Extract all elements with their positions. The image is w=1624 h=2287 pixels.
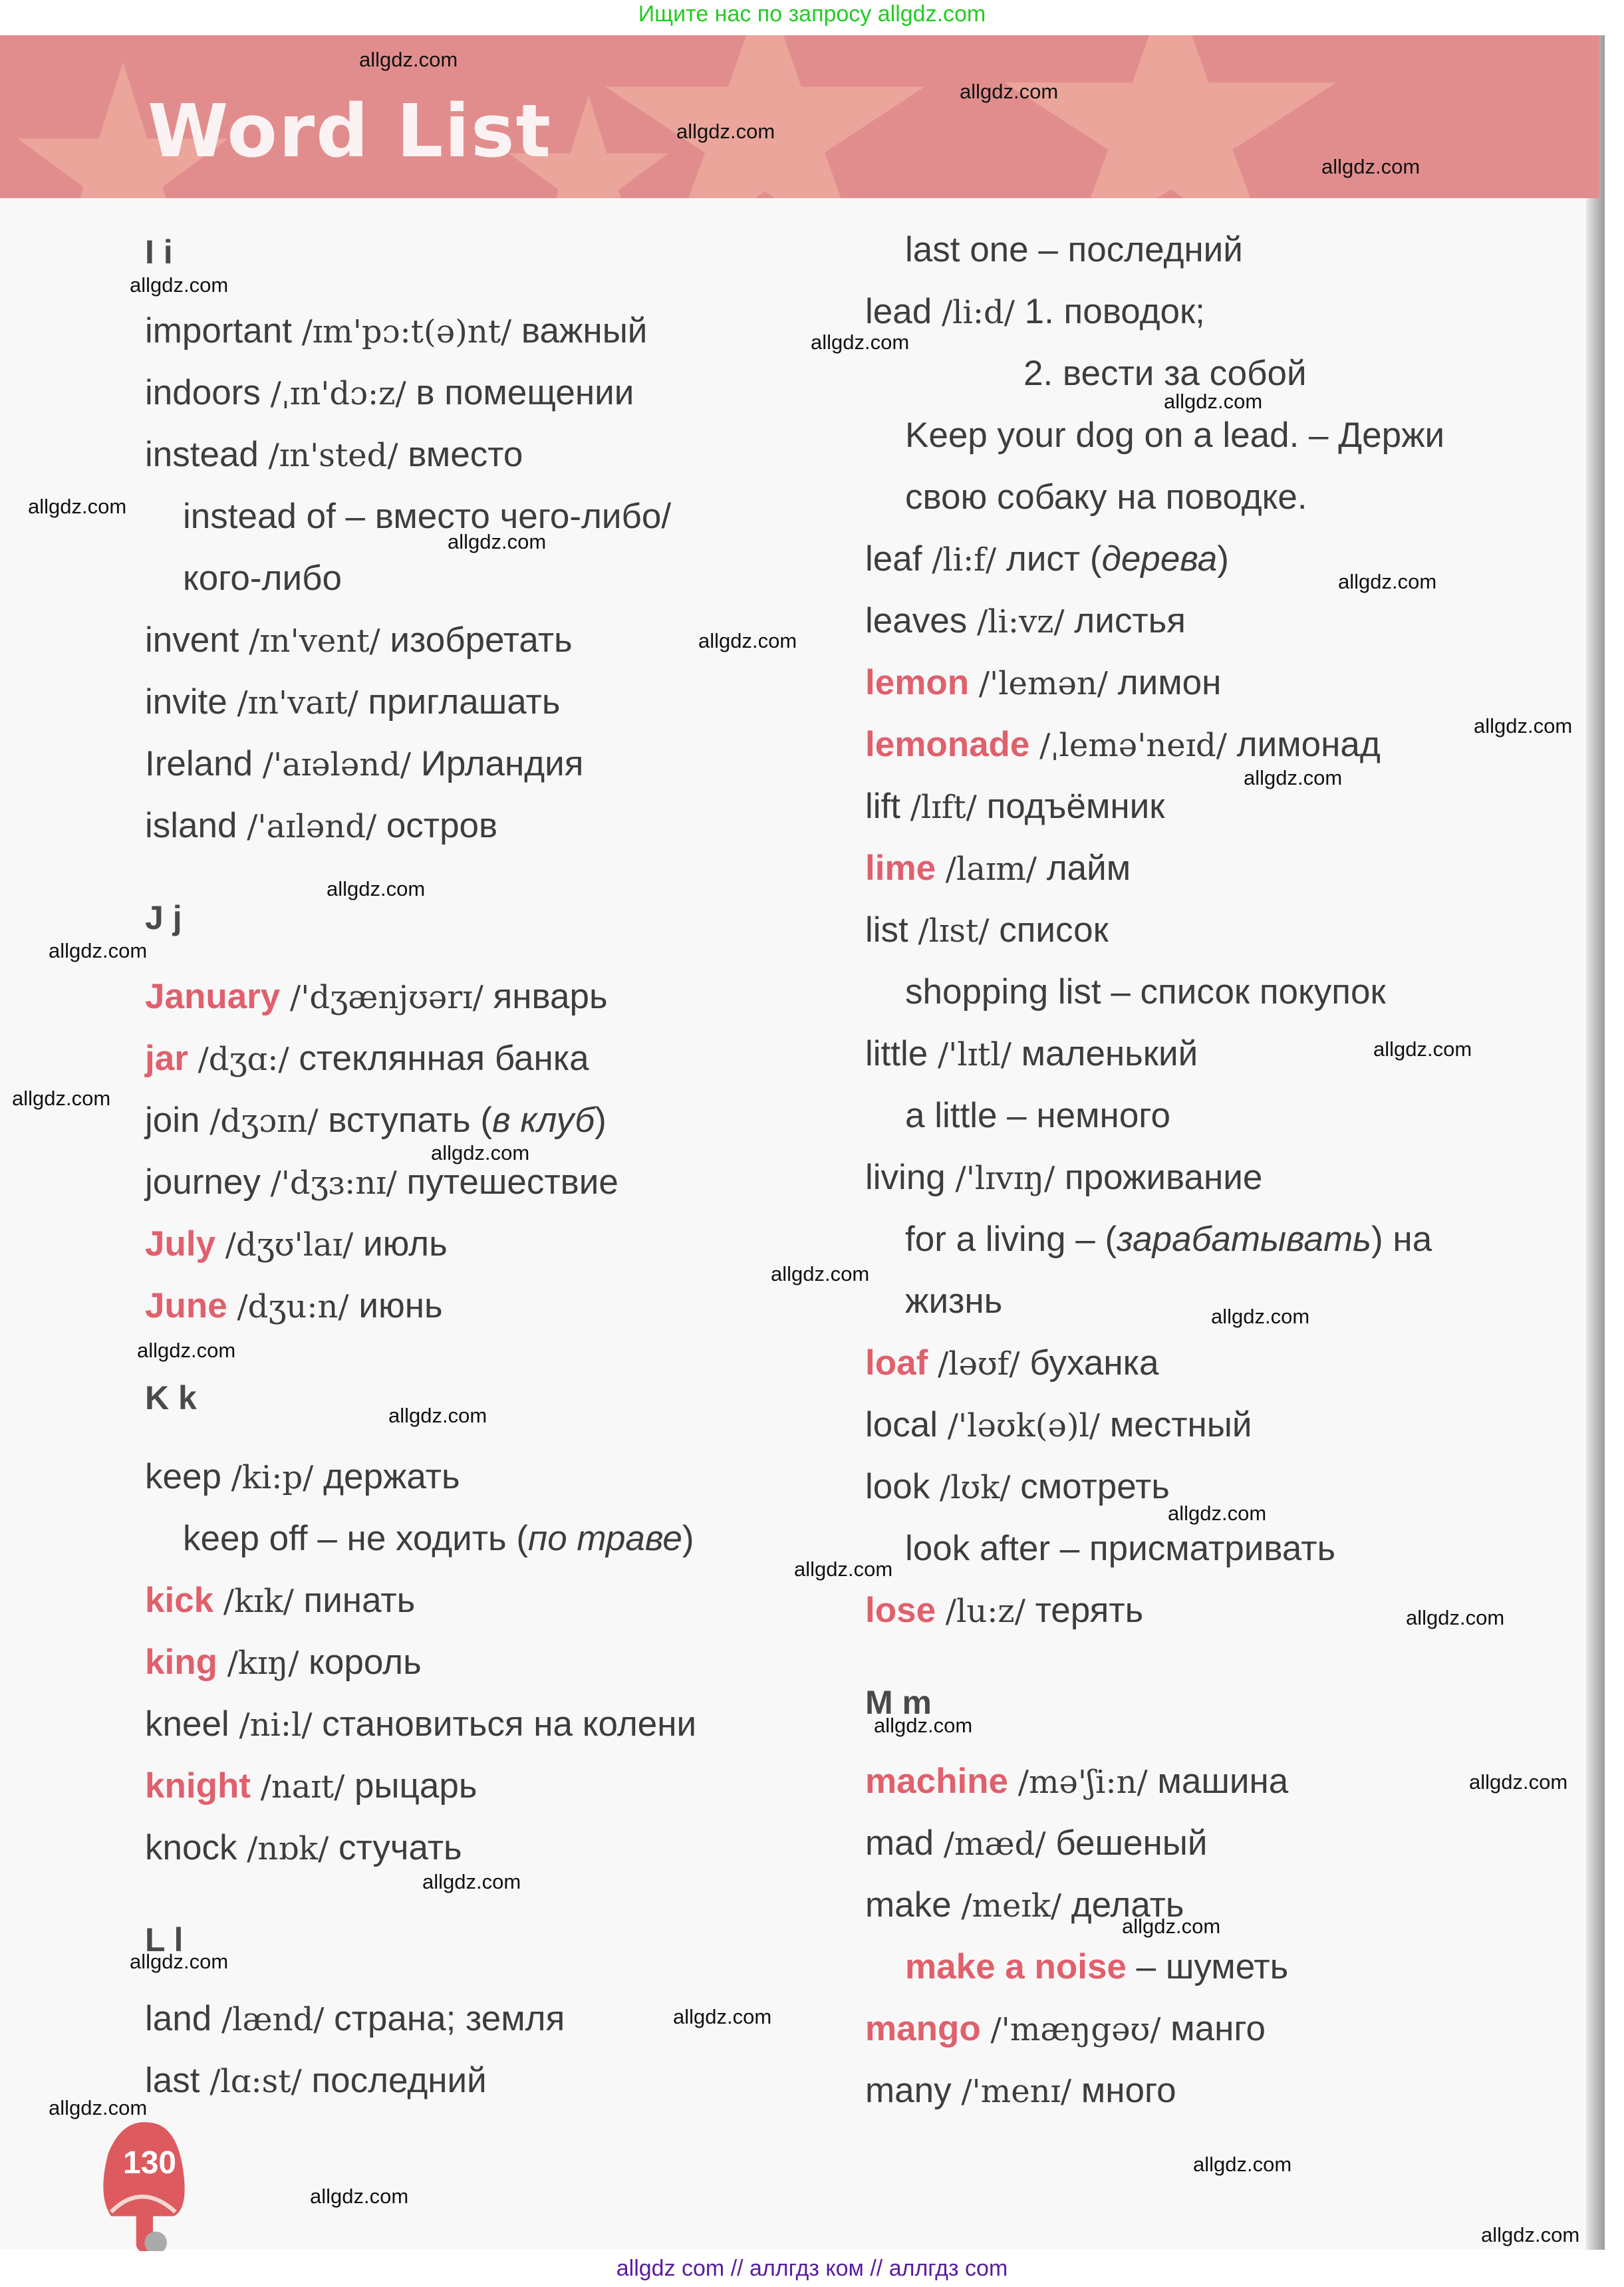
headword-highlight: knight	[145, 1766, 251, 1806]
transcription: /ˌlemə'neɪd/	[1039, 727, 1227, 764]
entry-text: for a living – (	[905, 1220, 1117, 1259]
watermark: allgdz.com	[130, 1950, 229, 1973]
watermark: allgdz.com	[448, 530, 547, 553]
entry-text: join	[145, 1101, 210, 1140]
entry-text: list	[865, 910, 918, 950]
watermark: allgdz.com	[811, 331, 910, 354]
transcription: /'lɪtl/	[937, 1036, 1012, 1073]
entry-text: lead	[865, 292, 942, 331]
entry-text: остров	[376, 806, 498, 845]
word-entry	[145, 1763, 477, 1810]
transcription: /dʒɔɪn/	[209, 1103, 319, 1140]
entry-text: look after – присматривать	[905, 1529, 1336, 1568]
transcription: /naɪt/	[260, 1768, 345, 1806]
entry-text: жизнь	[905, 1281, 1003, 1321]
entry-text	[227, 1286, 237, 1325]
transcription: /'dʒɜ:nɪ/	[270, 1164, 397, 1202]
entry-text: январь	[483, 977, 608, 1016]
entry-text	[969, 663, 979, 702]
entry-text: вступать (	[318, 1101, 492, 1140]
transcription: /ləʊf/	[937, 1345, 1020, 1383]
word-entry	[145, 1159, 618, 1206]
transcription: /lʊk/	[939, 1469, 1011, 1506]
entry-text	[936, 1591, 946, 1630]
word-entry	[865, 536, 1229, 583]
transcription: /ɪn'sted/	[268, 437, 398, 474]
transcription: /lu:z/	[945, 1593, 1025, 1630]
transcription: /dʒʊ'laɪ/	[225, 1226, 354, 1264]
headword-highlight: lose	[865, 1591, 936, 1630]
transcription: /dʒɑ:/	[198, 1041, 289, 1078]
word-entry	[865, 1402, 1252, 1449]
entry-text: путешествие	[396, 1162, 618, 1202]
watermark: allgdz.com	[49, 939, 148, 962]
word-entry	[865, 1154, 1262, 1202]
watermark: allgdz.com	[673, 2005, 772, 2028]
word-entry	[865, 660, 1221, 707]
entry-text: leaves	[865, 601, 977, 640]
word-entry	[145, 432, 523, 479]
word-entry	[145, 1283, 443, 1330]
word-entry	[145, 1825, 462, 1872]
transcription: /mə'ʃi:n/	[1017, 1764, 1148, 1801]
word-entry-continuation	[905, 969, 1386, 1015]
watermark: allgdz.com	[1211, 1305, 1310, 1328]
word-entry	[145, 370, 634, 417]
watermark: allgdz.com	[676, 120, 775, 143]
word-entry-continuation	[183, 1516, 694, 1562]
watermark: allgdz.com	[1193, 2153, 1292, 2176]
transcription: /li:vz/	[976, 603, 1065, 640]
entry-text: kneel	[145, 1704, 239, 1744]
star-decoration-icon	[599, 35, 931, 198]
entry-text: leaf	[865, 539, 932, 579]
word-entry-continuation	[905, 227, 1243, 273]
transcription: /laɪm/	[945, 851, 1037, 888]
word-entry	[145, 974, 608, 1021]
watermark: allgdz.com	[422, 1870, 521, 1893]
entry-text: 2. вести за собой	[1023, 354, 1307, 393]
entry-text: пинать	[293, 1581, 416, 1620]
transcription: /li:f/	[932, 541, 997, 579]
entry-text: island	[145, 806, 247, 845]
entry-text: keep off – не ходить (	[183, 1519, 529, 1558]
transcription: /lɪst/	[918, 912, 990, 950]
entry-text: смотреть	[1010, 1467, 1170, 1506]
watermark: allgdz.com	[960, 80, 1059, 103]
entry-text	[981, 2009, 991, 2048]
transcription: /ɪm'pɔ:t(ə)nt/	[301, 313, 512, 350]
entry-text: knock	[145, 1828, 247, 1867]
transcription: /nɒk/	[247, 1830, 329, 1867]
word-entry	[145, 679, 560, 726]
transcription: /mæd/	[943, 1825, 1046, 1863]
entry-text	[215, 1224, 225, 1264]
transcription: /kɪk/	[223, 1583, 294, 1620]
watermark: allgdz.com	[388, 1404, 487, 1427]
watermark: allgdz.com	[1373, 1037, 1472, 1061]
word-entry	[145, 1577, 415, 1625]
entry-text: список	[989, 910, 1109, 950]
entry-text: терять	[1025, 1591, 1144, 1630]
transcription: /ˌɪn'dɔ:z/	[270, 375, 406, 412]
transcription: /kɪŋ/	[227, 1645, 299, 1682]
star-decoration-icon	[998, 35, 1343, 198]
entry-text: июнь	[348, 1286, 443, 1325]
word-entry	[145, 1221, 448, 1268]
entry-text: делать	[1061, 1885, 1184, 1925]
watermark: allgdz.com	[1168, 1502, 1267, 1525]
word-entry-continuation	[905, 412, 1444, 459]
entry-text: рыцарь	[344, 1766, 477, 1806]
entry-text: invite	[145, 682, 237, 722]
headword-highlight: machine	[865, 1762, 1009, 1801]
entry-text: кого-либо	[183, 559, 342, 598]
page-title: Word List	[148, 88, 553, 174]
watermark: allgdz.com	[1244, 766, 1343, 789]
headword-highlight: king	[145, 1643, 217, 1682]
transcription: /ni:l/	[239, 1706, 313, 1744]
entry-text: a little – немного	[905, 1096, 1170, 1135]
entry-text: many	[865, 2071, 962, 2110]
headword-highlight: June	[145, 1286, 227, 1325]
letter-header: M m	[865, 1684, 932, 1721]
watermark: allgdz.com	[1481, 2223, 1580, 2246]
entry-text: стучать	[329, 1828, 462, 1867]
transcription: /lɑ:st/	[209, 2063, 302, 2100]
watermark: allgdz.com	[1469, 1770, 1568, 1794]
word-entry-continuation	[905, 1093, 1170, 1139]
watermark: allgdz.com	[1164, 390, 1263, 413]
headword-highlight: jar	[145, 1039, 188, 1078]
word-entry	[865, 1340, 1159, 1387]
entry-text: – шуметь	[1126, 1947, 1289, 1986]
word-entry-continuation	[905, 1944, 1288, 1990]
transcription: /'aɪlənd/	[247, 808, 377, 845]
entry-text	[213, 1581, 223, 1620]
entry-text: стеклянная банка	[289, 1039, 589, 1078]
transcription: /meɪk/	[961, 1887, 1062, 1925]
word-entry-continuation	[905, 1278, 1002, 1325]
note-italic: по траве	[528, 1519, 682, 1558]
entry-text: )	[682, 1519, 694, 1558]
entry-text: страна; земля	[324, 1999, 565, 2038]
entry-text: июль	[353, 1224, 448, 1264]
transcription: /ki:p/	[231, 1459, 314, 1496]
transcription: /'menɪ/	[961, 2073, 1072, 2110]
watermark: allgdz.com	[1338, 570, 1437, 593]
watermark: allgdz.com	[359, 48, 458, 71]
word-entry	[865, 845, 1131, 892]
headword-highlight: kick	[145, 1581, 214, 1620]
word-entry-continuation	[905, 1216, 1432, 1263]
entry-text: держать	[313, 1457, 460, 1496]
entry-text: local	[865, 1405, 948, 1444]
word-entry-continuation	[905, 1526, 1335, 1572]
word-entry	[145, 1035, 589, 1083]
entry-text: буханка	[1019, 1343, 1159, 1383]
word-entry-continuation	[183, 555, 342, 602]
transcription: /dʒu:n/	[237, 1288, 349, 1325]
transcription: /li:d/	[941, 294, 1015, 331]
entry-text: лимон	[1107, 663, 1222, 702]
word-entry	[865, 598, 1186, 645]
entry-text: )	[595, 1101, 607, 1140]
entry-text: становиться на колени	[312, 1704, 697, 1744]
entry-text: last	[145, 2061, 210, 2100]
headword-highlight: lime	[865, 849, 936, 888]
entry-text: ) на	[1371, 1220, 1432, 1259]
word-entry	[865, 907, 1109, 954]
watermark: allgdz.com	[771, 1262, 870, 1285]
transcription: /'dʒænjʊərɪ/	[290, 979, 483, 1016]
entry-text: король	[299, 1643, 422, 1682]
watermark: allgdz.com	[310, 2185, 409, 2208]
letter-header: J j	[145, 899, 182, 936]
watermark: allgdz.com	[137, 1339, 236, 1362]
entry-text: )	[1217, 539, 1229, 579]
word-entry	[865, 1820, 1207, 1867]
entry-text: лимонад	[1226, 725, 1381, 764]
watermark: allgdz.com	[431, 1141, 530, 1164]
watermark: allgdz.com	[28, 495, 127, 518]
entry-text: lift	[865, 787, 910, 826]
entry-text: подъёмник	[976, 787, 1165, 826]
headword-highlight: mango	[865, 2009, 981, 2048]
entry-text: манго	[1160, 2009, 1266, 2048]
entry-text	[936, 849, 946, 888]
headword-highlight: lemon	[865, 663, 970, 702]
word-entry	[145, 1639, 422, 1686]
word-entry	[865, 1587, 1143, 1635]
entry-text: листья	[1064, 601, 1186, 640]
headword-highlight: make a noise	[905, 1947, 1127, 1986]
entry-text	[251, 1766, 261, 1806]
headword-highlight: July	[145, 1224, 216, 1264]
word-entry	[145, 308, 647, 355]
watermark: allgdz.com	[698, 629, 797, 652]
word-entry	[145, 1097, 607, 1144]
headword-highlight: lemonade	[865, 725, 1030, 764]
entry-text: Ireland	[145, 744, 263, 783]
entry-text: little	[865, 1034, 938, 1073]
word-entry	[145, 1454, 460, 1501]
entry-text: mad	[865, 1823, 944, 1863]
transcription: /ɪn'vent/	[249, 622, 380, 660]
entry-text: indoors	[145, 373, 271, 412]
entry-text: living	[865, 1158, 956, 1197]
entry-text: лайм	[1036, 849, 1131, 888]
watermark: allgdz.com	[12, 1087, 111, 1110]
entry-text: land	[145, 1999, 221, 2038]
entry-text: вместо	[398, 435, 523, 474]
letter-header: I i	[145, 233, 173, 271]
transcription: /'ləʊk(ə)l/	[947, 1407, 1101, 1444]
entry-text: shopping list – список покупок	[905, 972, 1386, 1011]
entry-text: приглашать	[358, 682, 561, 722]
entry-text: проживание	[1055, 1158, 1263, 1197]
entry-text: изобретать	[380, 620, 573, 660]
word-entry-continuation	[905, 474, 1307, 521]
entry-text: машина	[1147, 1762, 1289, 1801]
transcription: /ɪn'vaɪt/	[237, 684, 358, 722]
entry-text: instead	[145, 435, 269, 474]
headword-highlight: January	[145, 977, 281, 1016]
note-italic: зарабатывать	[1117, 1220, 1372, 1259]
letter-header: K k	[145, 1379, 197, 1416]
word-entry	[145, 803, 497, 850]
word-entry	[865, 1464, 1170, 1511]
transcription: /'lɪvɪŋ/	[955, 1160, 1055, 1197]
entry-text: бешеный	[1045, 1823, 1208, 1863]
entry-text: в помещении	[406, 373, 634, 412]
word-entry	[865, 2006, 1266, 2053]
entry-text	[1029, 725, 1039, 764]
entry-text: last one – последний	[905, 230, 1243, 269]
entry-text	[1008, 1762, 1018, 1801]
entry-text: invent	[145, 620, 249, 660]
entry-text: look	[865, 1467, 940, 1506]
transcription: /'lemən/	[978, 665, 1108, 702]
transcription: /lɪft/	[910, 789, 977, 826]
note-italic: дерева	[1101, 539, 1218, 579]
transcription: /'aɪələnd/	[262, 746, 412, 783]
word-entry	[145, 1701, 696, 1748]
word-entry	[865, 289, 1205, 336]
transcription: /'mæŋgəʊ/	[990, 2011, 1161, 2048]
entry-text: Ирландия	[411, 744, 584, 783]
entry-text: много	[1071, 2071, 1176, 2110]
entry-text: Keep your dog on a lead. – Держи	[905, 416, 1445, 455]
watermark: allgdz.com	[1474, 714, 1573, 738]
entry-text: keep	[145, 1457, 231, 1496]
watermark: allgdz.com	[1122, 1915, 1221, 1938]
headword-highlight: loaf	[865, 1343, 928, 1383]
entry-text: instead of – вместо чего-либо/	[183, 497, 672, 536]
word-entry	[145, 741, 583, 788]
watermark: allgdz.com	[49, 2096, 148, 2119]
entry-text: местный	[1100, 1405, 1252, 1444]
entry-text: важный	[511, 311, 648, 350]
entry-text	[928, 1343, 938, 1383]
watermark: allgdz.com	[1321, 155, 1421, 178]
watermark: allgdz.com	[1406, 1606, 1505, 1629]
entry-text: make	[865, 1885, 962, 1925]
page-edge-shadow	[1586, 35, 1605, 2250]
watermark: allgdz.com	[874, 1714, 973, 1737]
entry-text: свою собаку на поводке.	[905, 477, 1307, 517]
entry-text	[280, 977, 290, 1016]
entry-text: маленький	[1011, 1034, 1198, 1073]
footer-links: allgdz com // аллгдз ком // аллгдз com	[616, 2256, 1008, 2281]
word-entry	[865, 1031, 1198, 1078]
entry-text: последний	[301, 2061, 487, 2100]
word-entry	[145, 1996, 565, 2043]
watermark: allgdz.com	[327, 877, 426, 900]
watermark: allgdz.com	[794, 1557, 893, 1581]
word-entry	[865, 783, 1164, 831]
word-entry	[865, 1758, 1288, 1806]
word-entry-continuation	[183, 493, 671, 540]
entry-text	[188, 1039, 198, 1078]
watermark: allgdz.com	[130, 273, 229, 297]
mushroom-page-badge-icon	[83, 2111, 223, 2251]
entry-text: 1. поводок;	[1014, 292, 1205, 331]
word-entry	[865, 722, 1381, 769]
search-hint-banner: Ищите нас по запросу allgdz.com	[638, 1, 986, 27]
transcription: /lænd/	[221, 2001, 325, 2038]
note-italic: в клуб	[491, 1101, 595, 1140]
letter-header: L l	[145, 1921, 184, 1958]
page-number: 130	[123, 2145, 177, 2181]
entry-text: important	[145, 311, 302, 350]
entry-text	[217, 1643, 227, 1682]
word-entry	[145, 617, 573, 664]
word-entry	[865, 2068, 1176, 2115]
word-entry	[145, 2058, 487, 2105]
entry-text: journey	[145, 1162, 271, 1202]
entry-text: лист (	[996, 539, 1102, 579]
